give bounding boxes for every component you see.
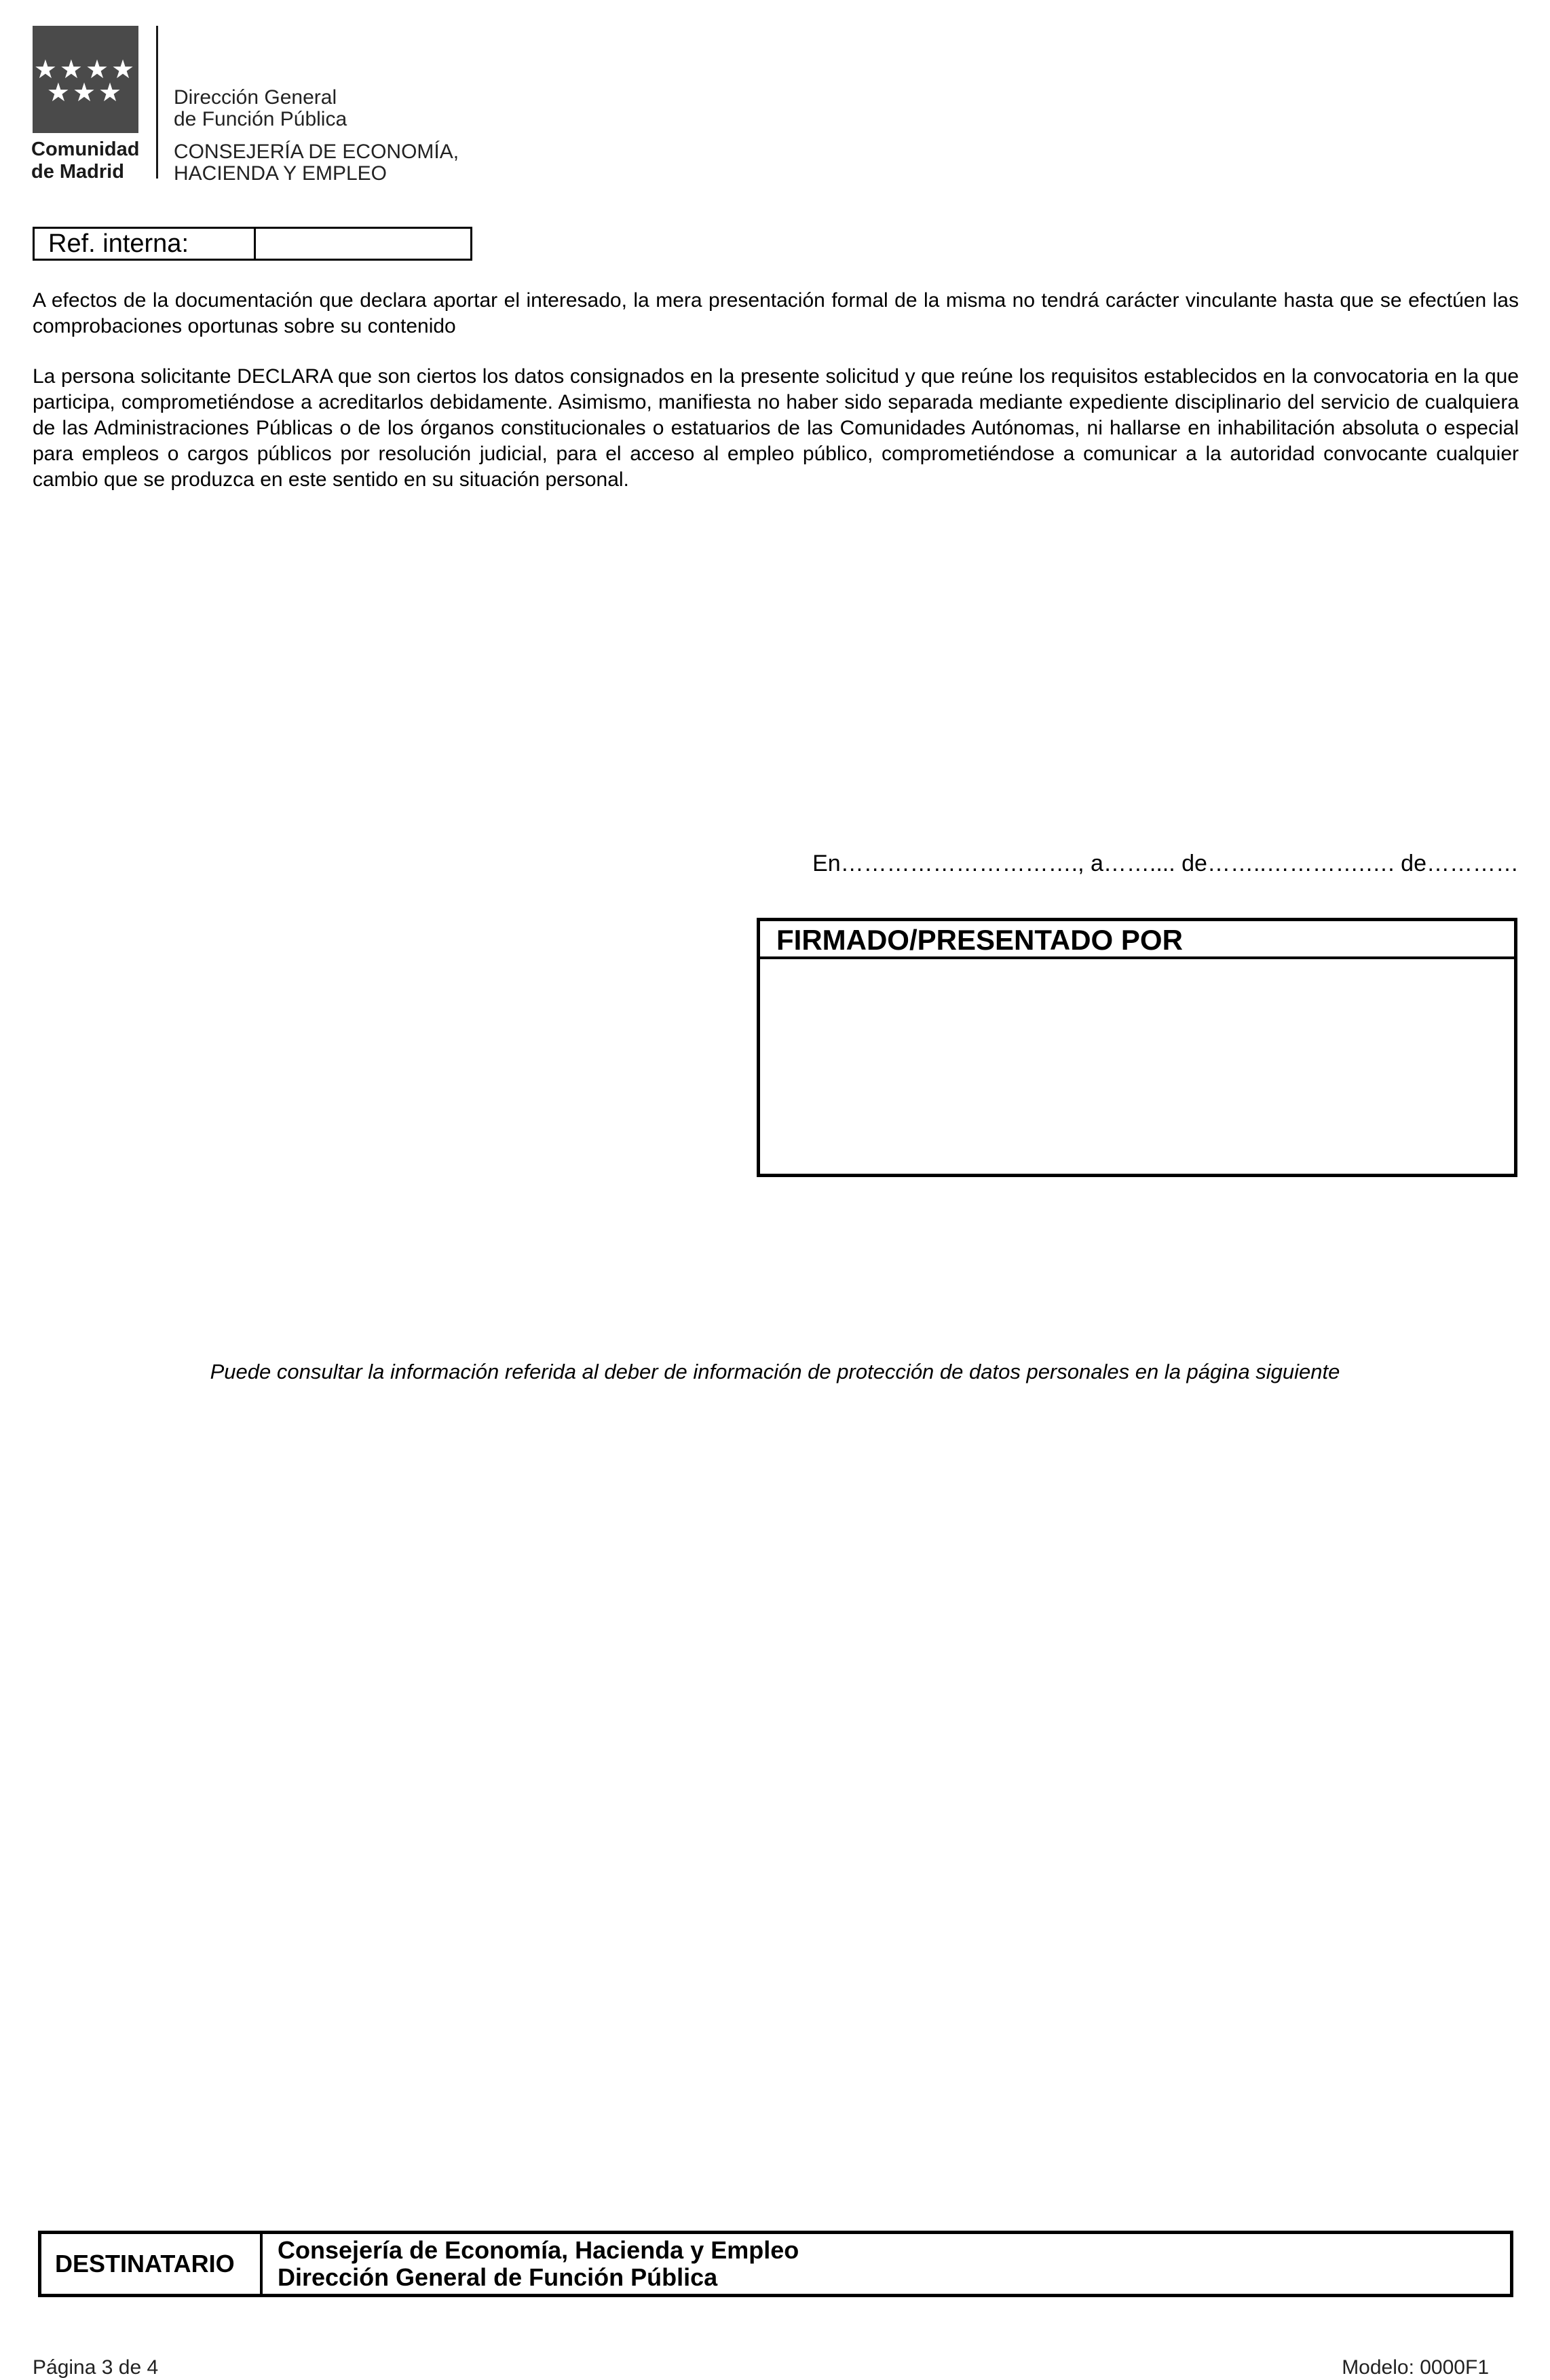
place-date-line[interactable]: En…………………………., a…….... de……..………….…. de………… (812, 851, 1519, 876)
privacy-note: Puede consultar la información referida al deber de información de protección de datos personales en la página siguiente (210, 1360, 1340, 1383)
destinatario-box (38, 2231, 1513, 2297)
stars-icon: ★★★★ ★★★ (33, 56, 138, 107)
destinatario-value (263, 2234, 799, 2294)
signature-header: FIRMADO/PRESENTADO POR (760, 921, 1514, 959)
dept-line-1: Dirección General (174, 86, 337, 109)
ministry-line-1: CONSEJERÍA DE ECONOMÍA, (174, 141, 459, 163)
ref-interna-value[interactable] (256, 229, 470, 259)
destinatario-line-2: Dirección General de Función Pública (278, 2263, 718, 2291)
declaration-text: La persona solicitante DECLARA que son ciertos los datos consignados en la presente solicitud y que reúne los requisitos establecidos en la convocatoria en la que participa, comprometiéndose a acreditarlos debidamente. Asimismo, manifiesta no haber sido separada mediante expediente disciplinario del servicio de cualquiera de las Administraciones Públicas o de los órganos constitucionales o estatuarios de las Comunidades Autónomas, ni hallarse en inhabilitación absoluta o especial para empleos o cargos públicos por resolución judicial, para el acceso al empleo público, comprometiéndose a comunicar a la autoridad convocante cualquier cambio que se produzca en este sentido en su situación personal. (33, 365, 1519, 491)
destinatario-line-1: Consejería de Economía, Hacienda y Empleo (278, 2236, 799, 2264)
destinatario-label: DESTINATARIO (41, 2234, 263, 2294)
ref-interna-label: Ref. interna: (35, 229, 256, 259)
page-number: Página 3 de 4 (33, 2356, 159, 2379)
ministry-line-2: HACIENDA Y EMPLEO (174, 162, 388, 185)
ref-interna-field (33, 227, 472, 261)
department-block (174, 87, 459, 185)
logo-line-1: Comunidad (31, 138, 140, 160)
signature-box[interactable] (757, 918, 1517, 1177)
logo-line-2: de Madrid (31, 161, 124, 183)
logo-emblem (33, 26, 138, 133)
model-code: Modelo: 0000F1 (1342, 2356, 1489, 2379)
dept-line-2: de Función Pública (174, 108, 347, 130)
logo-wordmark (31, 138, 140, 183)
header-divider (156, 26, 158, 179)
documentation-notice: A efectos de la documentación que declara aportar el interesado, la mera presentación formal de la misma no tendrá carácter vinculante hasta que se efectúen las comprobaciones oportunas sobre su contenido (33, 289, 1519, 337)
